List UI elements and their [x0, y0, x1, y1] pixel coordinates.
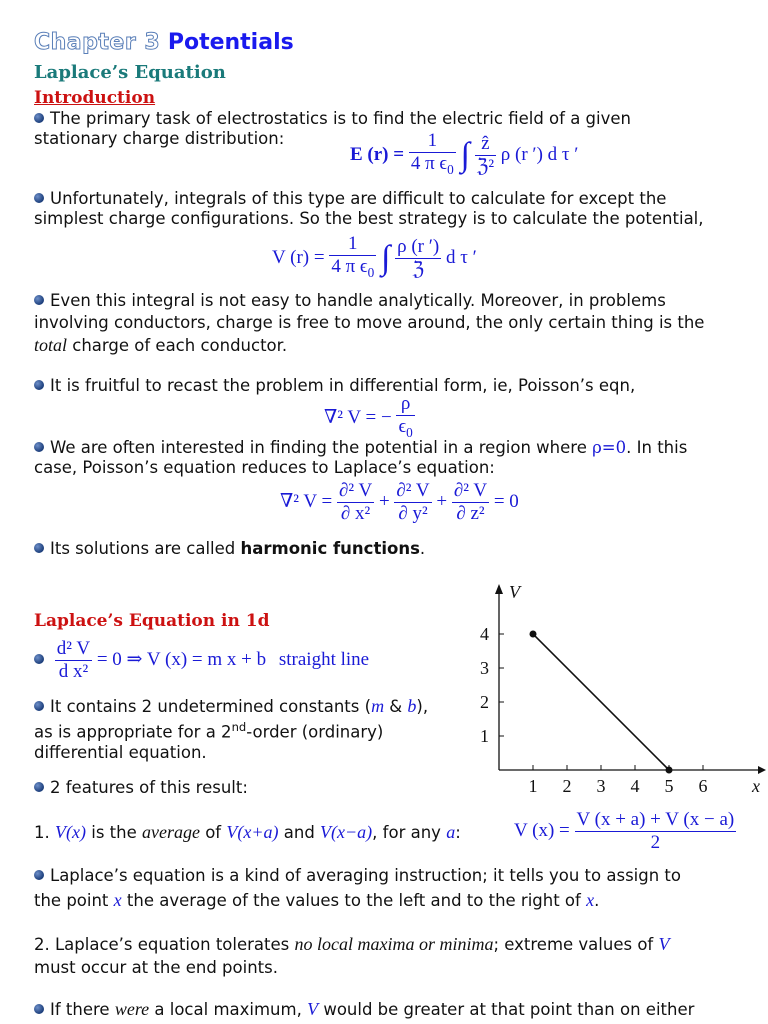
fraction: $\frac{\text{∂² V}}{\text{∂ y²}}$ [396, 480, 430, 524]
bullet-icon [34, 870, 44, 880]
x-tick-label: 5 [664, 776, 674, 795]
line-chart [462, 580, 768, 795]
y-axis-arrow-icon [495, 584, 503, 594]
bullet-icon [34, 380, 44, 390]
bullet-icon [34, 113, 44, 123]
text-line: involving conductors, charge is free to move around, the only certain thing is the [34, 313, 705, 332]
paragraph-unfortunately [34, 189, 704, 229]
feature-1: 1. V(x) is the average of V(x+a) and V(x−a), for any a: [34, 822, 461, 842]
series-line [533, 634, 669, 770]
chapter-heading [34, 30, 294, 55]
fraction: $\frac{\rho (r ')}{\text{ℨ}}$ [397, 235, 440, 280]
section-title: Laplace’s Equation [34, 62, 226, 83]
eq-tail: d τ ′ [445, 246, 477, 268]
fraction: $\frac{V (x + a) + V (x - a)}{2}$ [576, 809, 735, 853]
equation-1d [34, 638, 369, 683]
bold-term: harmonic functions [240, 539, 420, 558]
text-line: simplest charge configurations. So the best strategy is to calculate the potential, [34, 209, 704, 228]
x-tick-label: 3 [596, 776, 606, 795]
x-axis-arrow-icon [758, 766, 766, 774]
eq-lhs: V (x) = [514, 819, 570, 841]
y-axis-label: V [509, 582, 520, 602]
paragraph-local-max: If there were a local maximum, V would be greater at that point than on either [34, 999, 694, 1020]
eq-lhs: V (r) = [272, 246, 325, 268]
fraction: $\frac{\rho}{\epsilon_0}$ [398, 393, 413, 440]
text-line: Unfortunately, integrals of this type are difficult to calculate for except the [50, 189, 667, 208]
fraction: $\frac{1}{4 \pi \epsilon_0}$ [331, 233, 375, 280]
paragraph-constants: It contains 2 undetermined constants (m & b), as is appropriate for a 2nd-order (ordinary) differential equation. [34, 696, 429, 762]
fraction: $\frac{\text{∂² V}}{\text{∂ x²}}$ [338, 480, 373, 524]
bullet-icon [34, 193, 44, 203]
y-tick-label: 2 [480, 692, 489, 712]
bullet-icon [34, 295, 44, 305]
x-axis-label: x [752, 776, 760, 795]
text-line: Even this integral is not easy to handle analytically. Moreover, in problems [50, 291, 666, 310]
text-line: It is fruitful to recast the problem in differential form, ie, Poisson’s eqn, [50, 376, 636, 395]
emphasis: total [34, 335, 68, 355]
paragraph-averaging: Laplace’s equation is a kind of averaging instruction; it tells you to assign to the point x the average of the values to the left and to the right of x. [34, 866, 681, 910]
eq-tail: ρ (r ′) d τ ′ [500, 143, 579, 165]
y-tick-label: 1 [480, 726, 489, 746]
fraction: $\frac{\text{d² V}}{\text{d x²}}$ [56, 638, 91, 682]
x-tick-label: 4 [630, 776, 640, 795]
x-tick-label: 1 [528, 776, 538, 795]
eq-rhs: = 0 [493, 490, 519, 512]
text-line: stationary charge distribution: [34, 129, 285, 148]
paragraph-harmonic: Its solutions are called harmonic functions. [34, 539, 425, 559]
x-tick-label: 6 [698, 776, 708, 795]
data-point [666, 767, 673, 774]
equation-electric-field [350, 130, 578, 181]
eq-lhs: ∇² V = [280, 490, 333, 512]
y-tick-label: 4 [480, 624, 489, 644]
eq-rest: = 0 ⇒ V (x) = m x + b [96, 648, 267, 670]
equation-average [514, 809, 736, 854]
bullet-icon [34, 442, 44, 452]
feature-2: 2. Laplace’s equation tolerates no local maxima or minima; extreme values of V must occur at the end points. [34, 934, 670, 977]
data-point [530, 631, 537, 638]
text-line: The primary task of electrostatics is to find the electric field of a given [50, 109, 631, 128]
y-tick-label: 3 [480, 658, 489, 678]
paragraph-interested: We are often interested in finding the potential in a region where ρ=0. In this case, Poisson’s equation reduces to Laplace’s equation: [34, 438, 688, 477]
section-1d-title: Laplace’s Equation in 1d [34, 611, 270, 631]
equation-laplace: ∇² V = $\frac{\text{∂² V}}{\text{∂ x²}}$ + $\frac{\text{∂² V}}{\text{∂ y²}}$ + $\frac{\text{∂² V}}{\text{∂ z²}}$ = 0 [280, 480, 519, 524]
eq-lhs: E (r) = [350, 143, 405, 165]
x-tick-label: 2 [562, 776, 572, 795]
bullet-icon [34, 654, 44, 664]
paragraph-even [34, 290, 704, 357]
eq-lhs: ∇² V = − [324, 406, 392, 428]
fraction: $\frac{1}{4 \pi \epsilon_0}$ [410, 130, 454, 177]
bullet-icon [34, 543, 44, 553]
bullet-icon [34, 701, 44, 711]
bullet-icon [34, 1004, 44, 1014]
eq-label: straight line [278, 648, 370, 670]
inline-math: ρ=0 [592, 438, 627, 457]
text-line: case, Poisson’s equation reduces to Laplace’s equation: [34, 458, 495, 477]
chapter-label: Chapter 3 [34, 30, 161, 55]
fraction: $\frac{\text{∂² V}}{\text{∂ z²}}$ [453, 480, 488, 524]
text-line: differential equation. [34, 742, 207, 762]
equation-poisson [324, 393, 415, 444]
text-line: charge of each conductor. [67, 336, 288, 355]
subsection-title: Introduction [34, 88, 156, 108]
paragraph-features: 2 features of this result: [34, 778, 248, 798]
chapter-title: Potentials [167, 30, 294, 55]
fraction: $\frac{\text{ẑ}}{\text{ℨ²}}$ [476, 132, 495, 177]
equation-potential [272, 233, 477, 284]
integral-sign-icon: ∫ [381, 239, 391, 277]
integral-sign-icon: ∫ [460, 136, 470, 174]
bullet-icon [34, 782, 44, 792]
